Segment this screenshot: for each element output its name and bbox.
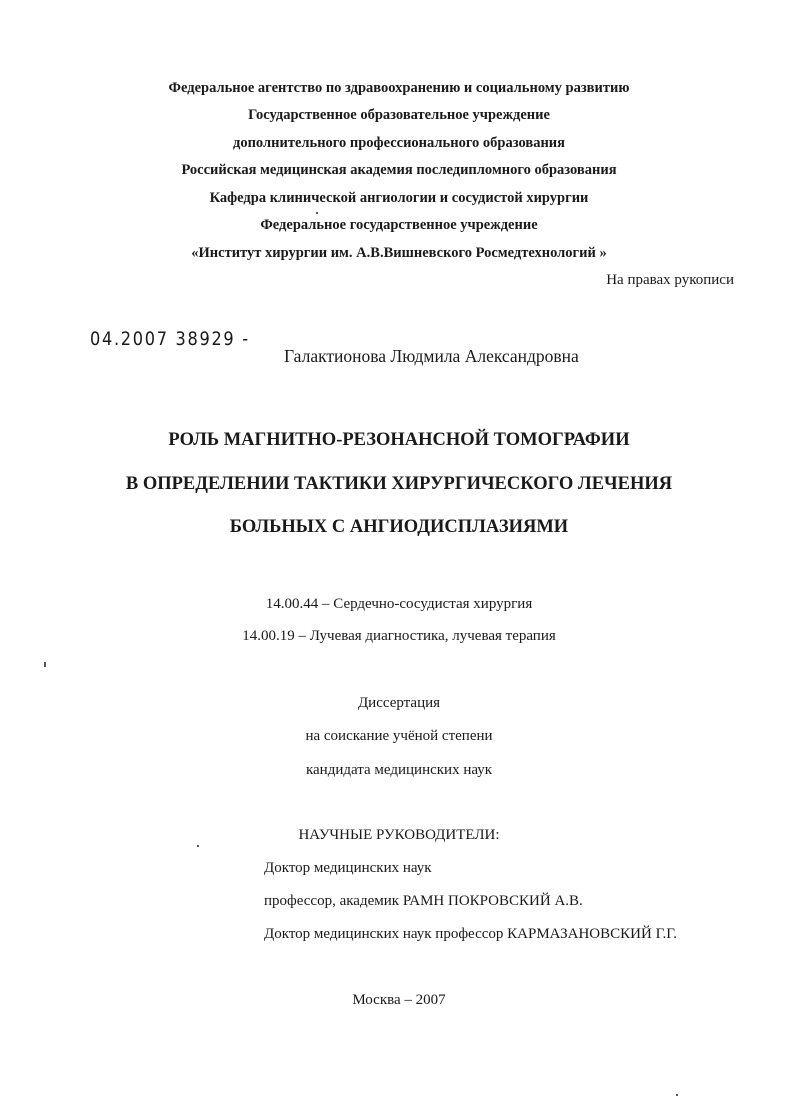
dissertation-degree: на соискание учёной степени: [305, 728, 493, 744]
supervisors-heading: НАУЧНЫЕ РУКОВОДИТЕЛИ:: [298, 827, 500, 843]
specialty-1: 14.00.44 – Сердечно-сосудистая хирургия: [265, 596, 533, 612]
footer-city-year: Москва – 2007: [352, 992, 446, 1008]
header-line-department: Кафедра клинической ангиологии и сосудистой хирургии: [209, 190, 589, 206]
dissertation-field: кандидата медицинских наук: [305, 762, 493, 778]
supervisor-line-1: Доктор медицинских наук: [264, 860, 432, 876]
supervisor-line-3: Доктор медицинских наук профессор КАРМАЗАНОВСКИЙ Г.Г.: [264, 926, 678, 942]
header-line-academy: Российская медицинская академия последипломного образования: [181, 162, 617, 178]
title-line-1: РОЛЬ МАГНИТНО-РЕЗОНАНСНОЙ ТОМОГРАФИИ: [168, 430, 630, 450]
header-line-education: дополнительного профессионального образования: [232, 135, 565, 151]
dissertation-label: Диссертация: [357, 695, 441, 711]
header-line-institute: «Институт хирургии им. А.В.Вишневского Росмедтехнологий »: [191, 245, 607, 261]
scan-speck: [197, 845, 199, 847]
scan-speck: [316, 212, 318, 214]
manuscript-note: На правах рукописи: [606, 272, 734, 288]
stamp-number: 04.2007 38929 -: [90, 328, 250, 350]
author-name: Галактионова Людмила Александровна: [284, 346, 579, 366]
title-line-3: БОЛЬНЫХ С АНГИОДИСПЛАЗИЯМИ: [229, 517, 569, 537]
title-line-2: В ОПРЕДЕЛЕНИИ ТАКТИКИ ХИРУРГИЧЕСКОГО ЛЕЧЕНИЯ: [125, 474, 673, 494]
specialty-2: 14.00.19 – Лучевая диагностика, лучевая терапия: [242, 628, 556, 644]
scan-speck: [676, 1094, 678, 1096]
header-line-federal: Федеральное государственное учреждение: [260, 217, 538, 233]
scan-speck: [44, 662, 46, 667]
header-line-agency: Федеральное агентство по здравоохранению и социальному развитию: [168, 80, 630, 96]
supervisor-line-2: профессор, академик РАМН ПОКРОВСКИЙ А.В.: [264, 893, 583, 909]
header-line-institution: Государственное образовательное учреждение: [248, 107, 550, 123]
